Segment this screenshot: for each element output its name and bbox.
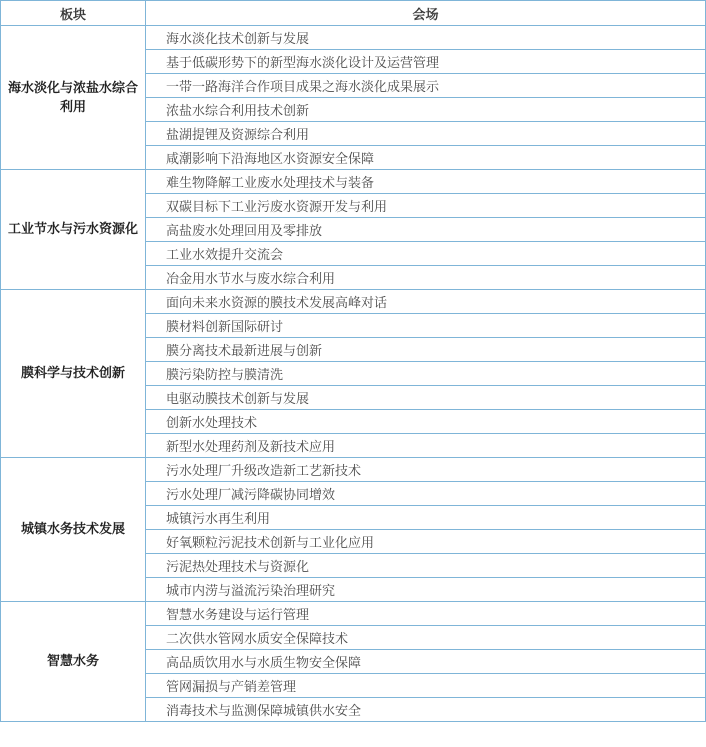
- venue-name: 面向未来水资源的膜技术发展高峰对话: [146, 290, 706, 314]
- header-section: 板块: [1, 1, 146, 26]
- table-row: [1, 602, 706, 626]
- venue-name: 高盐废水处理回用及零排放: [146, 218, 706, 242]
- venue-name: 双碳目标下工业污废水资源开发与利用: [146, 194, 706, 218]
- venue-name: 电驱动膜技术创新与发展: [146, 386, 706, 410]
- venue-name: 膜污染防控与膜清洗: [146, 362, 706, 386]
- venue-name: 城市内涝与溢流污染治理研究: [146, 578, 706, 602]
- venue-name: 污水处理厂减污降碳协同增效: [146, 482, 706, 506]
- venue-name: 海水淡化技术创新与发展: [146, 26, 706, 50]
- venue-name: 二次供水管网水质安全保障技术: [146, 626, 706, 650]
- venue-name: 好氧颗粒污泥技术创新与工业化应用: [146, 530, 706, 554]
- section-name: 智慧水务: [1, 602, 146, 722]
- venue-name: 智慧水务建设与运行管理: [146, 602, 706, 626]
- header-venue: 会场: [146, 1, 706, 26]
- table-row: [1, 170, 706, 194]
- venue-name: 咸潮影响下沿海地区水资源安全保障: [146, 146, 706, 170]
- venue-name: 基于低碳形势下的新型海水淡化设计及运营管理: [146, 50, 706, 74]
- table-row: [1, 290, 706, 314]
- table-row: [1, 458, 706, 482]
- venue-name: 膜分离技术最新进展与创新: [146, 338, 706, 362]
- venue-name: 创新水处理技术: [146, 410, 706, 434]
- venue-name: 城镇污水再生利用: [146, 506, 706, 530]
- section-name: 城镇水务技术发展: [1, 458, 146, 602]
- venue-name: 冶金用水节水与废水综合利用: [146, 266, 706, 290]
- venue-name: 高品质饮用水与水质生物安全保障: [146, 650, 706, 674]
- venue-name: 浓盐水综合利用技术创新: [146, 98, 706, 122]
- venue-name: 消毒技术与监测保障城镇供水安全: [146, 698, 706, 722]
- table-row: [1, 26, 706, 50]
- table-body: [1, 26, 706, 722]
- table-header-row: [1, 1, 706, 26]
- venue-name: 新型水处理药剂及新技术应用: [146, 434, 706, 458]
- venue-name: 膜材料创新国际研讨: [146, 314, 706, 338]
- venue-name: 管网漏损与产销差管理: [146, 674, 706, 698]
- venue-name: 难生物降解工业废水处理技术与装备: [146, 170, 706, 194]
- venue-name: 一带一路海洋合作项目成果之海水淡化成果展示: [146, 74, 706, 98]
- section-name: 海水淡化与浓盐水综合利用: [1, 26, 146, 170]
- venue-name: 工业水效提升交流会: [146, 242, 706, 266]
- venue-name: 污水处理厂升级改造新工艺新技术: [146, 458, 706, 482]
- venue-name: 污泥热处理技术与资源化: [146, 554, 706, 578]
- venue-name: 盐湖提锂及资源综合利用: [146, 122, 706, 146]
- section-name: 工业节水与污水资源化: [1, 170, 146, 290]
- section-name: 膜科学与技术创新: [1, 290, 146, 458]
